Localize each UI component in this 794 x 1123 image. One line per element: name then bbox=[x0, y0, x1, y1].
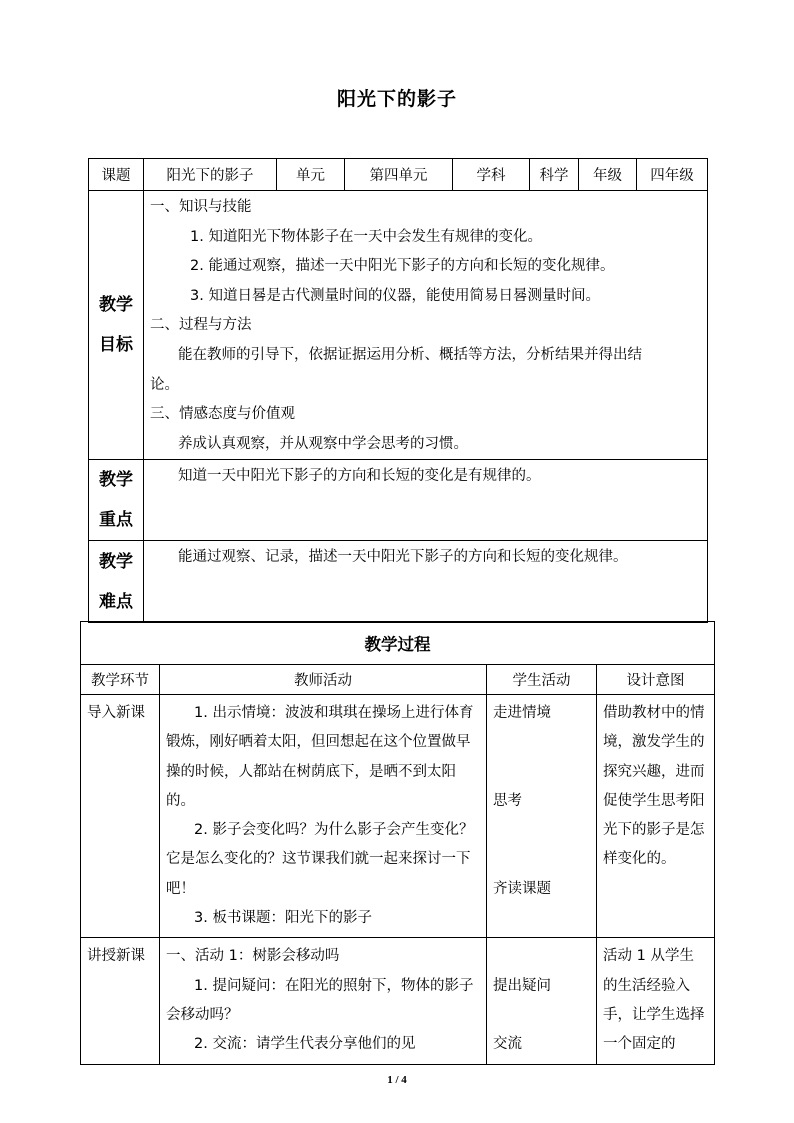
unit-value: 第四单元 bbox=[345, 159, 453, 191]
page-title: 阳光下的影子 bbox=[336, 88, 457, 110]
teacher-intro-3: 3. 板书课题：阳光下的影子 bbox=[194, 910, 372, 927]
goals-process-line-2: 论。 bbox=[150, 376, 179, 393]
difficulty-text: 能通过观察、记录，描述一天中阳光下影子的方向和长短的变化规律。 bbox=[144, 541, 708, 623]
unit-label: 单元 bbox=[277, 159, 345, 191]
student-teach bbox=[487, 938, 597, 1064]
student-teach-2: 交流 bbox=[493, 1036, 522, 1053]
process-row-teach bbox=[81, 938, 715, 1064]
grade-value: 四年级 bbox=[637, 159, 708, 191]
goals-content bbox=[144, 191, 708, 460]
page-number: 1 / 4 bbox=[387, 1074, 407, 1086]
student-intro-2: 思考 bbox=[493, 792, 522, 809]
col-stage: 教学环节 bbox=[81, 665, 160, 695]
difficulty-label bbox=[89, 541, 144, 623]
difficulty-label-1: 教学 bbox=[99, 551, 133, 572]
goals-heading-2: 二、过程与方法 bbox=[150, 317, 252, 334]
info-row bbox=[89, 159, 708, 191]
lesson-info-table bbox=[88, 158, 708, 623]
subject-label: 学科 bbox=[453, 159, 530, 191]
teaching-process-table bbox=[80, 621, 715, 1065]
student-intro-3: 齐读课题 bbox=[493, 880, 551, 897]
key-point-label bbox=[89, 460, 144, 541]
goals-process-line-1: 能在教师的引导下，依据证据运用分析、概括等方法，分析结果并得出结 bbox=[178, 346, 642, 363]
goals-label-2: 目标 bbox=[99, 335, 133, 356]
process-header-row bbox=[81, 665, 715, 695]
goals-item-1: 1. 知道阳光下物体影子在一天中会发生有规律的变化。 bbox=[190, 228, 542, 245]
teacher-teach bbox=[160, 938, 487, 1064]
teacher-teach-1: 1. 提问疑问：在阳光的照射下，物体的影子会移动吗？ bbox=[166, 977, 474, 1023]
teacher-teach-0: 一、活动 1：树影会移动吗 bbox=[166, 948, 340, 965]
goals-emotion: 养成认真观察，并从观察中学会思考的习惯。 bbox=[178, 435, 468, 452]
key-point-text: 知道一天中阳光下影子的方向和长短的变化是有规律的。 bbox=[144, 460, 708, 541]
goals-item-3: 3. 知道日晷是古代测量时间的仪器，能使用简易日晷测量时间。 bbox=[190, 287, 600, 304]
key-point-label-1: 教学 bbox=[99, 470, 133, 491]
student-teach-1: 提出疑问 bbox=[493, 977, 551, 994]
goals-item-2: 2. 能通过观察，描述一天中阳光下影子的方向和长短的变化规律。 bbox=[190, 258, 615, 275]
teacher-intro-1: 1. 出示情境：波波和琪琪在操场上进行体育锻炼，刚好晒着太阳，但回想起在这个位置做早操的时候，人都站在树荫底下，是晒不到太阳的。 bbox=[166, 705, 474, 809]
col-intent: 设计意图 bbox=[597, 665, 715, 695]
key-point-label-2: 重点 bbox=[99, 510, 133, 531]
stage-teach: 讲授新课 bbox=[81, 938, 160, 1064]
difficulty-row bbox=[89, 541, 708, 623]
goals-row bbox=[89, 191, 708, 460]
col-student: 学生活动 bbox=[487, 665, 597, 695]
lesson-value: 阳光下的影子 bbox=[144, 159, 277, 191]
subject-value: 科学 bbox=[530, 159, 579, 191]
goals-heading-1: 一、知识与技能 bbox=[150, 199, 252, 215]
goals-label bbox=[89, 191, 144, 460]
goals-heading-3: 三、情感态度与价值观 bbox=[150, 406, 295, 423]
process-row-intro bbox=[81, 695, 715, 938]
teacher-intro bbox=[160, 695, 487, 938]
student-intro bbox=[487, 695, 597, 938]
process-caption-row bbox=[81, 622, 715, 665]
process-caption: 教学过程 bbox=[81, 622, 715, 665]
goals-label-1: 教学 bbox=[99, 295, 133, 316]
grade-label: 年级 bbox=[579, 159, 637, 191]
difficulty-label-2: 难点 bbox=[99, 591, 133, 612]
intent-teach: 活动 1 从学生的生活经验入手，让学生选择一个固定的 bbox=[597, 938, 715, 1064]
student-intro-1: 走进情境 bbox=[493, 705, 551, 721]
col-teacher: 教师活动 bbox=[160, 665, 487, 695]
teacher-teach-2: 2. 交流：请学生代表分享他们的见 bbox=[194, 1036, 416, 1053]
stage-intro: 导入新课 bbox=[81, 695, 160, 938]
lesson-label: 课题 bbox=[89, 159, 144, 191]
teacher-intro-2: 2. 影子会变化吗？为什么影子会产生变化？它是怎么变化的？这节课我们就一起来探讨一下吧！ bbox=[166, 822, 474, 897]
key-point-row bbox=[89, 460, 708, 541]
intent-intro: 借助教材中的情境，激发学生的探究兴趣，进而促使学生思考阳光下的影子是怎样变化的。 bbox=[597, 695, 715, 938]
